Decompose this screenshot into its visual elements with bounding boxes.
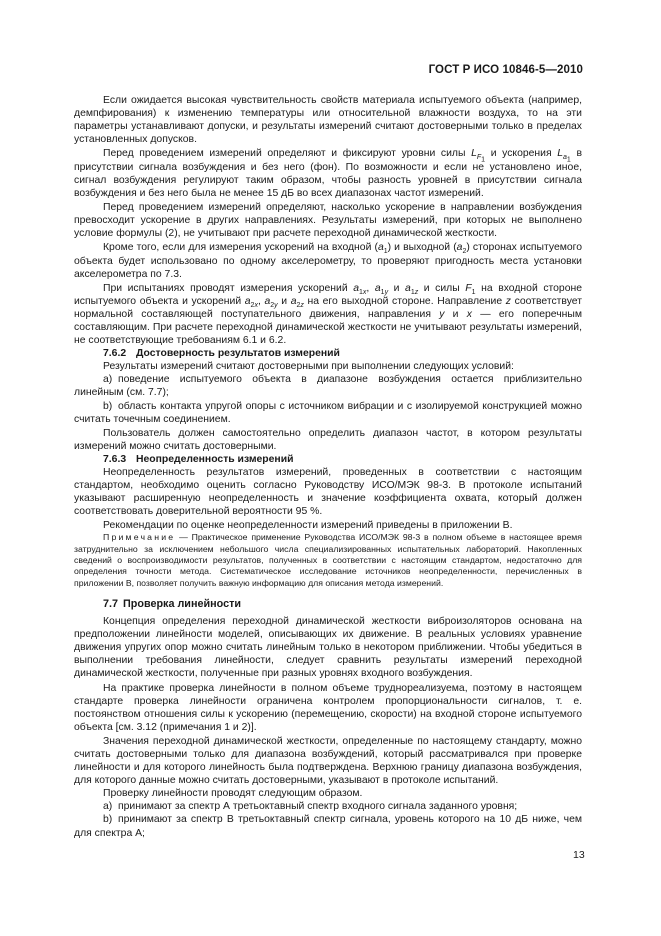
paragraph: Если ожидается высокая чувствительность свойств материала испытуемого объекта (например, демпфирования) к изменению температуры или относительной влажности воздуха, то на эти параметры устанавливают допуски, и результаты измерений считают достоверными только в пределах установленных допусков. bbox=[74, 95, 582, 146]
paragraph: На практике проверка линейности в полном объеме труднореализуема, поэтому в настоящем стандарте проверка линейности ограничена контролем пропорциональности сигналов, т. е. постоянством отношения силы к ускорению (перемещению, скорости) на входной стороне испытуемого объекта [см. 3.12 (примечания 1 и 2)]. bbox=[74, 682, 582, 733]
paragraph: Пользователь должен самостоятельно определить диапазон частот, в котором результаты измерений можно считать достоверными. bbox=[74, 427, 582, 452]
note-label: Примечание bbox=[103, 532, 176, 543]
list-item: b) область контакта упругой опоры с источником вибрации и с изолируемой конструкцией можно считать точечным соединением. bbox=[74, 400, 582, 425]
list-item: a) поведение испытуемого объекта в диапазоне возбуждения остается приблизительно линейным (см. 7.7); bbox=[74, 374, 582, 399]
list-item: a) принимают за спектр А третьоктавный спектр входного сигнала заданного уровня; bbox=[103, 801, 518, 813]
section-heading-7-7: 7.7 Проверка линейности bbox=[103, 597, 242, 610]
paragraph: Концепция определения переходной динамической жесткости виброизоляторов основана на предположении линейности моделей, описывающих их движение. В реальных условиях уравнение движения упругих опор можно считать линейным только в некотором приближении. Чтобы убедиться в выполнении требования линейности, следует сравнить результаты измерений переходной динамической жесткости, полученные при разных уровнях входного возбуждения. bbox=[74, 616, 582, 680]
page-content bbox=[74, 94, 582, 840]
section-heading-7-6-3: 7.6.3 Неопределенность измерений bbox=[103, 453, 294, 465]
paragraph: Неопределенность результатов измерений, проведенных в соответствии с настоящим стандартом, необходимо оценить согласно Руководству ИСО/МЭК 98-3. В протоколе испытаний указывают расширенную неопределенность и значение коэффициента охвата, который должен соответствовать доверительной вероятности 95 %. bbox=[74, 467, 582, 518]
standard-header: ГОСТ Р ИСО 10846-5—2010 bbox=[428, 64, 583, 76]
paragraph: Рекомендации по оценке неопределенности измерений приведены в приложении В. bbox=[103, 520, 513, 532]
paragraph: При испытаниях проводят измерения ускорений $a_{1x}$, $a_{1y}$ и $a_{1z}$ и силы $F_1$ на входной стороне испытуемого объекта и ускорений $a_{2x}$, $a_{2y}$ и $a_{2z}$ на его выходной стороне. Направление z соответствует нормальной составляющей поступательного движения, направления y и x — его поперечным составляющим. При расчете переходной динамической жесткости не учитывают результаты измерений, не соответствующие требованиям 6.1 и 6.2. bbox=[74, 282, 583, 347]
paragraph: Кроме того, если для измерения ускорений на входной $(a_1)$ и выходной $(a_2)$ сторонах испытуемого объекта будет использовано по одному акселерометру, то проверяют пригодность места установки акселерометра по 7.3. bbox=[74, 242, 582, 280]
note: Примечание — Практическое применение Руководства ИСО/МЭК 98-3 в полном объеме в настоящее время затруднительно за исключением небольшого числа специализированных испытательных лабораторий. Накопленных сведений о воспроизводимости результатов, полученных в соответствии с настоящим стандартом, недостаточно для определения точности метода. Систематическое исследование источников неопределенности, перечисленных в приложении В, позволяет получить важную информацию для описания метода измерений. bbox=[74, 532, 582, 588]
paragraph: Перед проведением измерений определяют, насколько ускорение в направлении возбуждения превосходит ускорение в других направлениях. Результаты измерений, при которых не выполнено условие формулы (2), не учитывают при расчете переходной динамической жесткости. bbox=[74, 202, 582, 240]
paragraph: Проверку линейности проводят следующим образом. bbox=[103, 788, 363, 800]
page-number: 13 bbox=[573, 849, 585, 861]
paragraph: Результаты измерений считают достоверными при выполнении следующих условий: bbox=[103, 361, 514, 373]
section-heading-7-6-2: 7.6.2 Достоверность результатов измерений bbox=[103, 348, 340, 360]
paragraph: Перед проведением измерений определяют и фиксируют уровни силы $L_{F_1}$ и ускорения $L_{a_1}$ в присутствии сигнала возбуждения и без него (фон). По возможности и если не установлено иное, сигнал возбуждения регулируют таким образом, чтобы разность уровней в присутствии сигнала возбуждения и без него была не менее 15 дБ во всех диапазонах частот измерений. bbox=[74, 148, 582, 200]
paragraph: Значения переходной динамической жесткости, определенные по настоящему стандарту, можно считать достоверными только для диапазона возбуждений, который рассматривался при проверке линейности и для которого линейность была подтверждена. Верхнюю границу диапазона возбуждения, для которого данные можно считать достоверными, указывают в протоколе испытаний. bbox=[74, 735, 582, 787]
list-item: b) принимают за спектр В третьоктавный спектр сигнала, уровень которого на 10 дБ ниже, чем для спектра А; bbox=[74, 814, 582, 839]
